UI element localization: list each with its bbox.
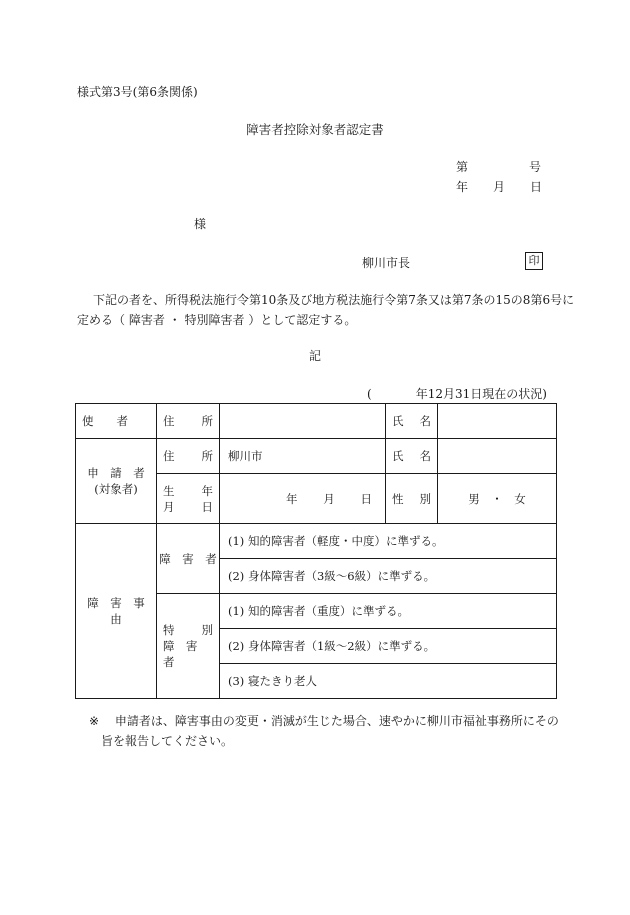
reason-option-2[interactable] [220,559,557,594]
special-label-line2: 障 害 者 [163,639,209,669]
status-open-paren: ( [367,387,372,401]
table-row [76,524,557,559]
addressee-suffix: 様 [194,217,207,231]
address-label-a: 住 [163,414,175,428]
name-label-a: 氏 [392,414,404,428]
issue-day-label: 日 [529,180,542,194]
certificate-table [75,403,557,699]
name-label-a: 氏 [392,449,404,463]
birthdate-field[interactable] [220,474,386,524]
birth-day-label: 日 [360,491,372,506]
document-title: 障害者控除対象者認定書 [246,122,384,137]
applicant-label-line2: (対象者) [94,482,138,496]
option-separator: ・ [168,313,181,327]
birthdate-label-cell [157,474,220,524]
disabled-label-cell [157,524,220,594]
reason-label: 障 害 事 由 [87,596,157,626]
reason-option-5[interactable] [220,664,557,699]
sex-label-b: 別 [419,491,431,506]
body-text-line-1: 下記の者を、所得税法施行令第10条及び地方税法施行令第7条又は第7条の15の8第6号に [93,293,575,307]
sex-label-a: 性 [392,491,404,506]
applicant-label-line1: 申 請 者 [87,466,145,480]
body-text-prefix: 定める（ [77,313,126,327]
applicant-label-cell [76,439,157,524]
birth-label-a2: 年 [201,483,213,498]
special-label-b: 別 [201,623,213,637]
payer-address-label-cell [157,404,220,439]
disabled-label: 障 害 者 [159,551,217,566]
birth-year-label: 年 [286,491,298,506]
status-as-of [367,387,547,401]
note-text-2: 旨を報告してください。 [101,734,234,748]
body-text-suffix: ）として認定する。 [248,313,357,327]
address-label-b: 所 [201,449,213,463]
reason-option-text: (2) 身体障害者（1級〜2級）に準ずる。 [228,639,436,653]
sex-choice-field[interactable] [438,474,557,524]
issue-date [456,180,542,194]
form-number: 様式第3号(第6条関係) [77,85,198,99]
payer-label: 使 者 [82,414,128,428]
birth-label-a1: 生 [163,483,175,498]
certificate-number-label: 第 [456,160,469,174]
reason-option-text: (1) 知的障害者（重度）に準ずる。 [228,604,409,618]
applicant-address-field[interactable] [220,439,386,474]
name-label-b: 名 [419,449,431,463]
sex-choice: 男 ・ 女 [468,491,526,506]
reason-option-text: (1) 知的障害者（軽度・中度）に準ずる。 [228,534,444,548]
reason-option-4[interactable] [220,629,557,664]
special-label-a: 特 [163,623,175,637]
applicant-name-field[interactable] [438,439,557,474]
birth-label-b1: 月 [163,499,175,514]
address-label-a: 住 [163,449,175,463]
body-text-line-2 [77,313,356,327]
payer-name-field[interactable] [438,404,557,439]
address-label-b: 所 [201,414,213,428]
name-label-b: 名 [419,414,431,428]
birth-month-label: 月 [323,491,335,506]
payer-name-label-cell [386,404,438,439]
status-date-text: 年12月31日現在の状況) [415,387,547,401]
sex-label-cell [386,474,438,524]
city-prefix: 柳川市 [228,449,263,463]
applicant-address-label-cell [157,439,220,474]
table-row [76,404,557,439]
applicant-name-label-cell [386,439,438,474]
birth-label-b2: 日 [201,499,213,514]
reason-option-text: (3) 寝たきり老人 [228,674,317,688]
reason-option-1[interactable] [220,524,557,559]
payer-address-field[interactable] [220,404,386,439]
note-mark: ※ [89,714,100,728]
ki-heading: 記 [308,349,321,363]
reason-option-3[interactable] [220,594,557,629]
reason-label-cell [76,524,157,699]
option-disabled: 障害者 [128,313,165,327]
issue-year-label: 年 [456,180,469,194]
option-special-disabled: 特別障害者 [184,313,245,327]
certificate-number-suffix: 号 [529,160,542,174]
payer-label-cell [76,404,157,439]
special-disabled-label-cell [157,594,220,699]
seal-stamp: 印 [525,252,543,270]
issue-month-label: 月 [492,180,505,194]
reason-option-text: (2) 身体障害者（3級〜6級）に準ずる。 [228,569,436,583]
note-text-1: 申請者は、障害事由の変更・消滅が生じた場合、速やかに柳川市福祉事務所にその [114,714,559,728]
table-row [76,439,557,474]
note-line-1 [89,714,559,728]
issuer-name: 柳川市長 [362,256,411,270]
